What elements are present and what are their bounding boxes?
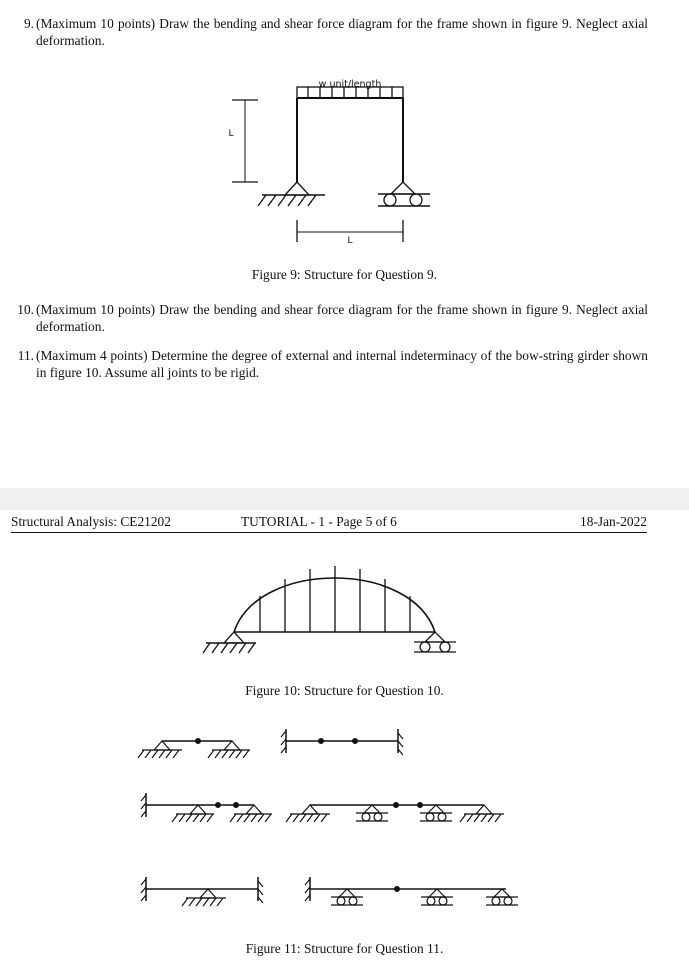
figure-10-bowstring-girder: [0, 550, 689, 660]
figure-11-caption: Figure 11: Structure for Question 11.: [245, 941, 444, 956]
question-11: [14, 347, 648, 381]
figure-10-caption: Figure 10: Structure for Question 10.: [245, 683, 444, 698]
question-number: 11.: [17, 348, 34, 363]
question-text: (Maximum 10 points) Draw the bending and shear force diagram for the frame shown in figure 9. Neglect axial deformation.: [36, 302, 648, 334]
question-number: 9.: [23, 16, 34, 31]
question-text: (Maximum 10 points) Draw the bending and shear force diagram for the frame shown in figure 9. Neglect axial deformation.: [36, 16, 648, 48]
question-number: 10.: [17, 302, 34, 317]
question-text: (Maximum 4 points) Determine the degree of external and internal indeterminacy of the bow-string girder shown in figure 10. Assume all joints to be rigid.: [36, 348, 648, 380]
height-dimension-label: L: [228, 129, 234, 139]
question-9: [14, 15, 648, 49]
load-label: w unit/length: [318, 79, 382, 90]
figure-11-beams: [0, 725, 689, 925]
page-2: [0, 510, 689, 960]
question-10: [14, 301, 648, 335]
figure-9-caption: Figure 9: Structure for Question 9.: [251, 267, 438, 282]
page-gap: [0, 488, 689, 510]
page-header: [11, 514, 647, 533]
header-date: 18-Jan-2022: [580, 514, 647, 529]
header-title: TUTORIAL - 1 - Page 5 of 6: [241, 514, 397, 529]
header-course: Structural Analysis: CE21202: [11, 514, 171, 529]
width-dimension-label: L: [347, 236, 353, 246]
